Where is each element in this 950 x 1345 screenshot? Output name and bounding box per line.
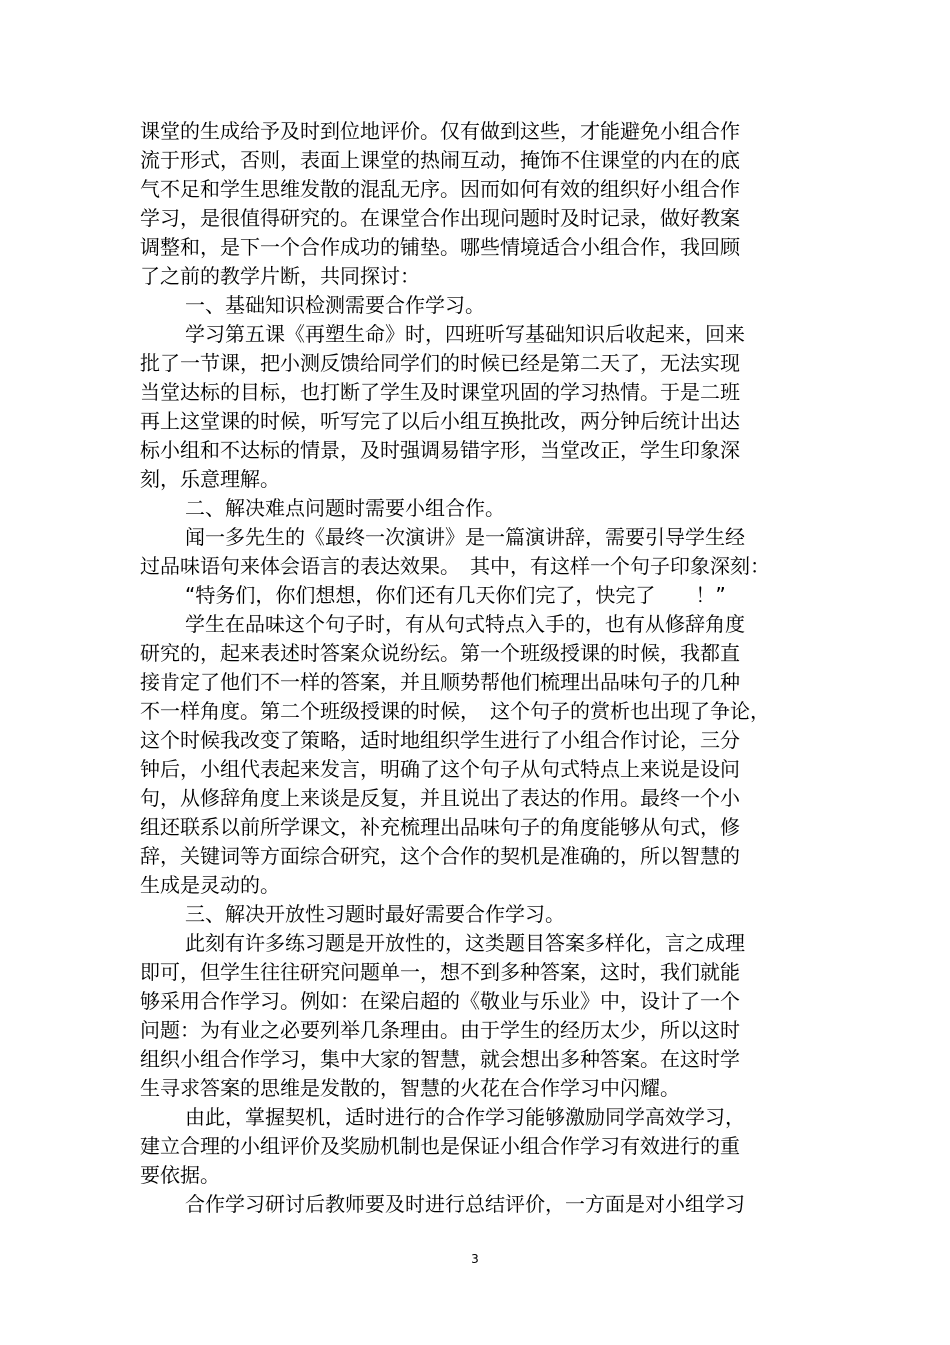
text-line: 合作学习研讨后教师要及时进行总结评价，一方面是对小组学习 [185,1192,745,1216]
text-line: 要依据。 [140,1163,220,1187]
text-line: 组织小组合作学习，集中大家的智慧，就会想出多种答案。在这时学 [140,1047,740,1071]
text-line: 钟后，小组代表起来发言，明确了这个句子从句式特点上来说是设问 [140,757,740,781]
section-heading: 三、解决开放性习题时最好需要合作学习。 [185,902,565,926]
text-line: 不一样角度。第二个班级授课的时候， 这个句子的赏析也出现了争论， [140,699,770,723]
text-line: 研究的，起来表述时答案众说纷纭。第一个班级授课的时候，我都直 [140,641,740,665]
text-line: 批了一节课，把小测反馈给同学们的时候已经是第二天了，无法实现 [140,351,740,375]
text-line: 即可，但学生往往研究问题单一，想不到多种答案，这时，我们就能 [140,960,740,984]
text-line: 再上这堂课的时候，听写完了以后小组互换批改，两分钟后统计出达 [140,409,740,433]
text-line: 标小组和不达标的情景，及时强调易错字形，当堂改正，学生印象深 [140,438,740,462]
text-line: 问题：为有业之必要列举几条理由。由于学生的经历太少，所以这时 [140,1018,740,1042]
text-line: 这个时候我改变了策略，适时地组织学生进行了小组合作讨论，三分 [140,728,740,752]
text-line: 接肯定了他们不一样的答案，并且顺势帮他们梳理出品味句子的几种 [140,670,740,694]
quote-line: “特务们，你们想想，你们还有几天你们完了，快完了 ！” [185,583,726,607]
text-line: 过品味语句来体会语言的表达效果。 其中，有这样一个句子印象深刻： [140,554,770,578]
text-line: 够采用合作学习。例如：在梁启超的《敬业与乐业》中，设计了一个 [140,989,740,1013]
text-line: 辞，关键词等方面综合研究，这个合作的契机是准确的，所以智慧的 [140,844,740,868]
text-line: 生寻求答案的思维是发散的，智慧的火花在合作学习中闪耀。 [140,1076,680,1100]
section-heading: 一、基础知识检测需要合作学习。 [185,293,485,317]
section-heading: 二、解决难点问题时需要小组合作。 [185,496,505,520]
text-line: 句，从修辞角度上来谈是反复，并且说出了表达的作用。最终一个小 [140,786,740,810]
page-number: 3 [471,1252,479,1266]
text-line: 刻，乐意理解。 [140,467,280,491]
text-line: 生成是灵动的。 [140,873,280,897]
text-line: 课堂的生成给予及时到位地评价。仅有做到这些，才能避免小组合作 [140,119,740,143]
text-line: 学习第五课《再塑生命》时，四班听写基础知识后收起来，回来 [185,322,745,346]
text-line: 此刻有许多练习题是开放性的，这类题目答案多样化，言之成理 [185,931,745,955]
text-line: 学习，是很值得研究的。在课堂合作出现问题时及时记录，做好教案 [140,206,740,230]
text-line: 组还联系以前所学课文，补充梳理出品味句子的角度能够从句式，修 [140,815,740,839]
text-line: 当堂达标的目标，也打断了学生及时课堂巩固的学习热情。于是二班 [140,380,740,404]
text-line: 调整和，是下一个合作成功的铺垫。哪些情境适合小组合作，我回顾 [140,235,740,259]
text-line: 建立合理的小组评价及奖励机制也是保证小组合作学习有效进行的重 [140,1134,740,1158]
text-line: 气不足和学生思维发散的混乱无序。因而如何有效的组织好小组合作 [140,177,740,201]
text-line: 学生在品味这个句子时，有从句式特点入手的，也有从修辞角度 [185,612,745,636]
text-line: 了之前的教学片断，共同探讨： [140,264,420,288]
text-line: 流于形式，否则，表面上课堂的热闹互动，掩饰不住课堂的内在的底 [140,148,740,172]
text-line: 闻一多先生的《最终一次演讲》是一篇演讲辞，需要引导学生经 [185,525,745,549]
text-line: 由此，掌握契机，适时进行的合作学习能够激励同学高效学习， [185,1105,745,1129]
